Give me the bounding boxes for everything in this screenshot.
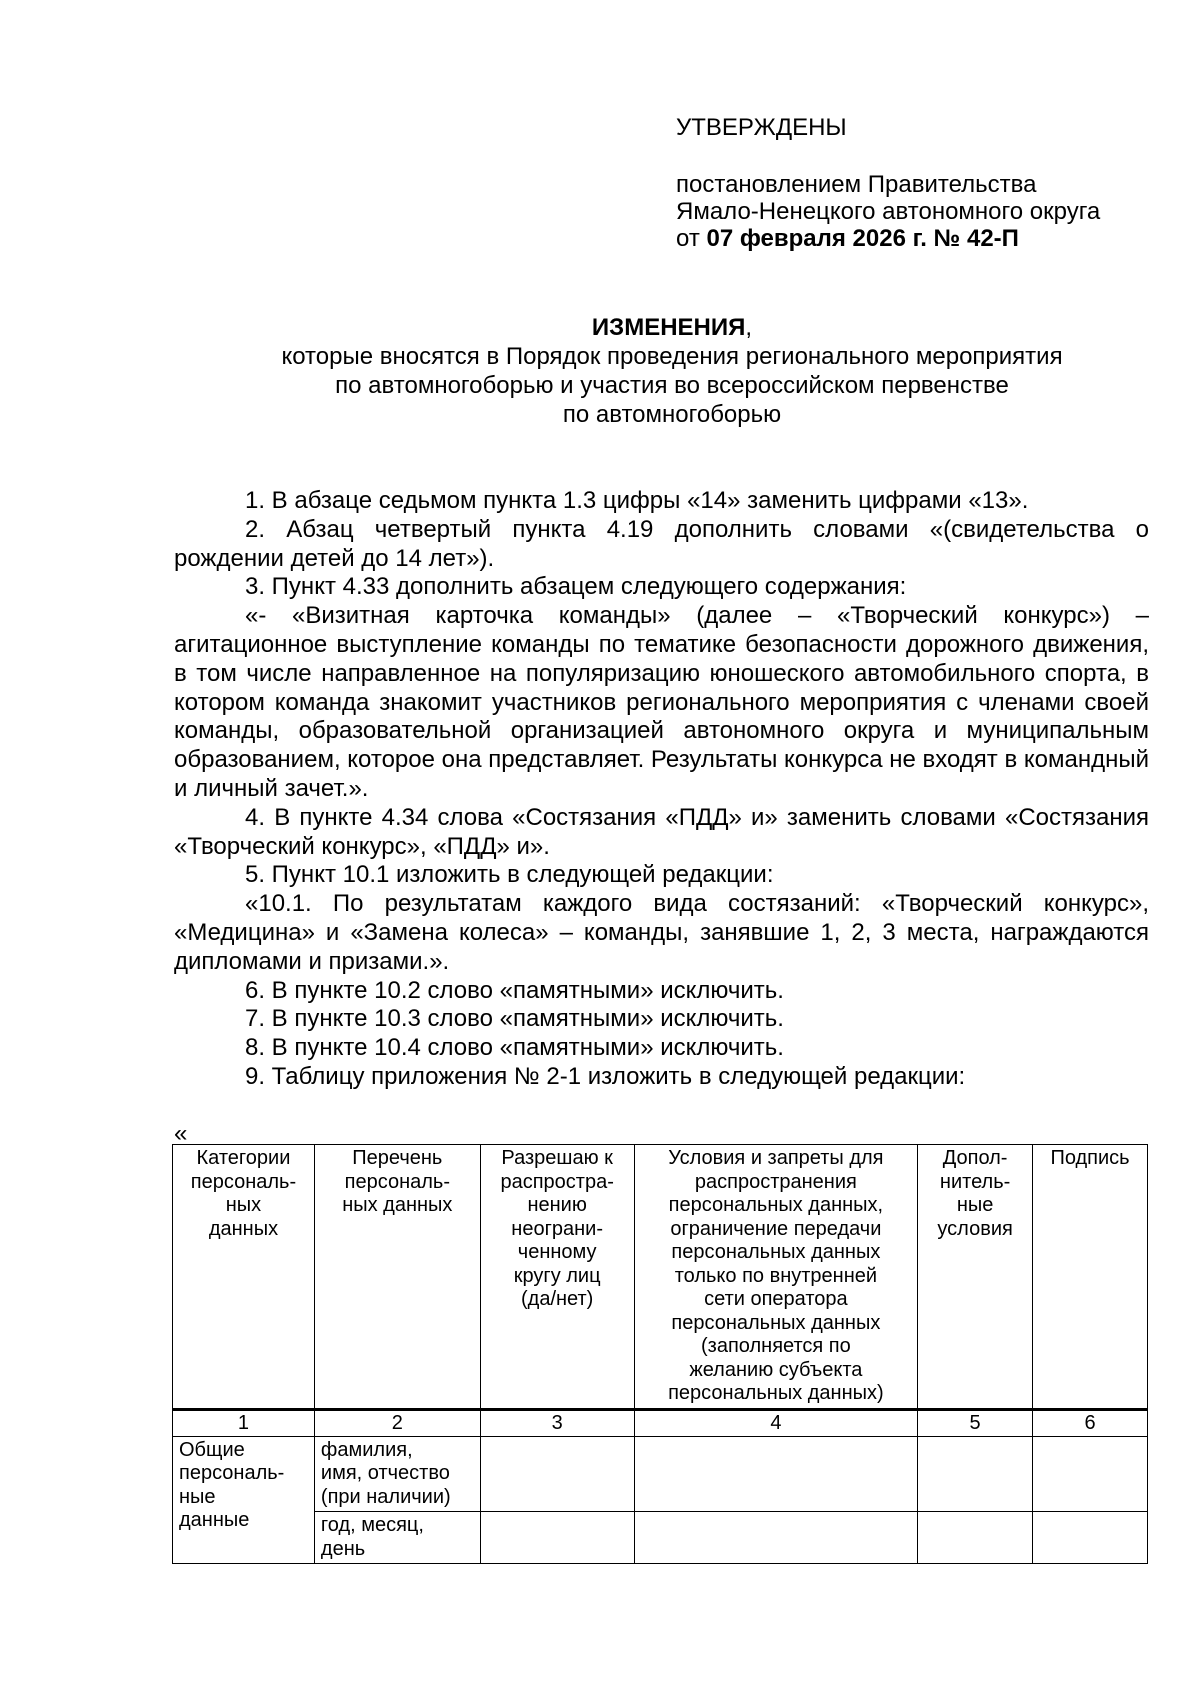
personal-data-table (172, 1144, 1148, 1564)
approval-from-label: от (676, 225, 700, 252)
paragraph: 9. Таблицу приложения № 2-1 изложить в следующей редакции: (245, 1062, 966, 1090)
number-cell: 5 (918, 1409, 1033, 1436)
amendments-body (174, 487, 1149, 1092)
number-cell: 3 (480, 1409, 634, 1436)
title-line-1: которые вносятся в Порядок проведения регионального мероприятия (281, 343, 1063, 370)
number-cell: 6 (1033, 1409, 1148, 1436)
empty-cell (480, 1512, 634, 1564)
paragraph: 4. В пункте 4.34 слова «Состязания «ПДД» и» заменить словами «Состязания «Творческий конкурс», «ПДД» и». (174, 803, 1149, 860)
empty-cell (918, 1512, 1033, 1564)
empty-cell (480, 1436, 634, 1512)
approval-date-line (676, 225, 1100, 252)
document-title (172, 313, 1172, 342)
empty-cell (918, 1436, 1033, 1512)
title-line-2: по автомногоборью и участия во всероссийском первенстве (335, 372, 1009, 399)
paragraph: 5. Пункт 10.1 изложить в следующей редакции: (245, 861, 774, 889)
header-cell: Разрешаю к распростра- нению неограни- ченному кругу лиц (да/нет) (480, 1145, 634, 1410)
quote-open-mark: « (174, 1120, 188, 1147)
number-cell: 4 (634, 1409, 918, 1436)
table-row (173, 1436, 1148, 1512)
category-cell: Общие персональ- ные данные (173, 1436, 315, 1564)
paragraph: «10.1. По результатам каждого вида состязаний: «Творческий конкурс», «Медицина» и «Замена колеса» – команды, занявшие 1, 2, 3 места, награждаются дипломами и призами.». (174, 890, 1149, 975)
empty-cell (634, 1436, 918, 1512)
empty-cell (1033, 1512, 1148, 1564)
header-cell: Допол- нитель- ные условия (918, 1145, 1033, 1410)
header-cell: Подпись (1033, 1145, 1148, 1410)
paragraph: 7. В пункте 10.3 слово «памятными» исключить. (245, 1005, 784, 1033)
number-cell: 1 (173, 1409, 315, 1436)
data-item-cell: фамилия, имя, отчество (при наличии) (314, 1436, 480, 1512)
header-cell: Перечень персональ- ных данных (314, 1145, 480, 1410)
empty-cell (634, 1512, 918, 1564)
paragraph: 3. Пункт 4.33 дополнить абзацем следующего содержания: (245, 573, 907, 601)
document-title-block (172, 313, 1172, 429)
paragraph: 6. В пункте 10.2 слово «памятными» исключить. (245, 976, 784, 1004)
approval-date-number: 07 февраля 2026 г. № 42-П (706, 225, 1019, 252)
approval-heading: УТВЕРЖДЕНЫ (676, 114, 847, 141)
paragraph: «- «Визитная карточка команды» (далее – «Творческий конкурс») – агитационное выступление команды по тематике безопасности дорожного движения, в том числе направленное на популяризацию юношеского автомобильного спорта, в котором команда знакомит участников регионального мероприятия с членами своей команды, образовательной организацией автономного округа и муниципальным образованием, которое она представляет. Результаты конкурса не входят в командный и личный зачет.». (174, 602, 1149, 802)
approval-line-2: Ямало-Ненецкого автономного округа (676, 198, 1101, 225)
number-cell: 2 (314, 1409, 480, 1436)
title-line-3: по автомногоборью (562, 401, 782, 428)
table-header-row (173, 1145, 1148, 1410)
table-number-row (173, 1409, 1148, 1436)
header-cell: Условия и запреты для распространения персональных данных, ограничение передачи персональных данных только по внутренней сети оператора персональных данных (заполняется по желанию субъекта персональных данных) (634, 1145, 918, 1410)
approval-line-1: постановлением Правительства (676, 171, 1037, 198)
data-item-cell: год, месяц, день (314, 1512, 480, 1564)
paragraph: 1. В абзаце седьмом пункта 1.3 цифры «14» заменить цифрами «13». (245, 487, 1029, 514)
paragraph: 2. Абзац четвертый пункта 4.19 дополнить словами «(свидетельства о рождении детей до 14 лет»). (174, 515, 1149, 572)
approval-block (676, 114, 1100, 252)
header-cell: Категории персональ- ных данных (173, 1145, 315, 1410)
title-comma: , (745, 314, 753, 341)
paragraph: 8. В пункте 10.4 слово «памятными» исключить. (245, 1034, 784, 1062)
empty-cell (1033, 1436, 1148, 1512)
title-heading: ИЗМЕНЕНИЯ (591, 314, 746, 341)
table-row (173, 1512, 1148, 1564)
